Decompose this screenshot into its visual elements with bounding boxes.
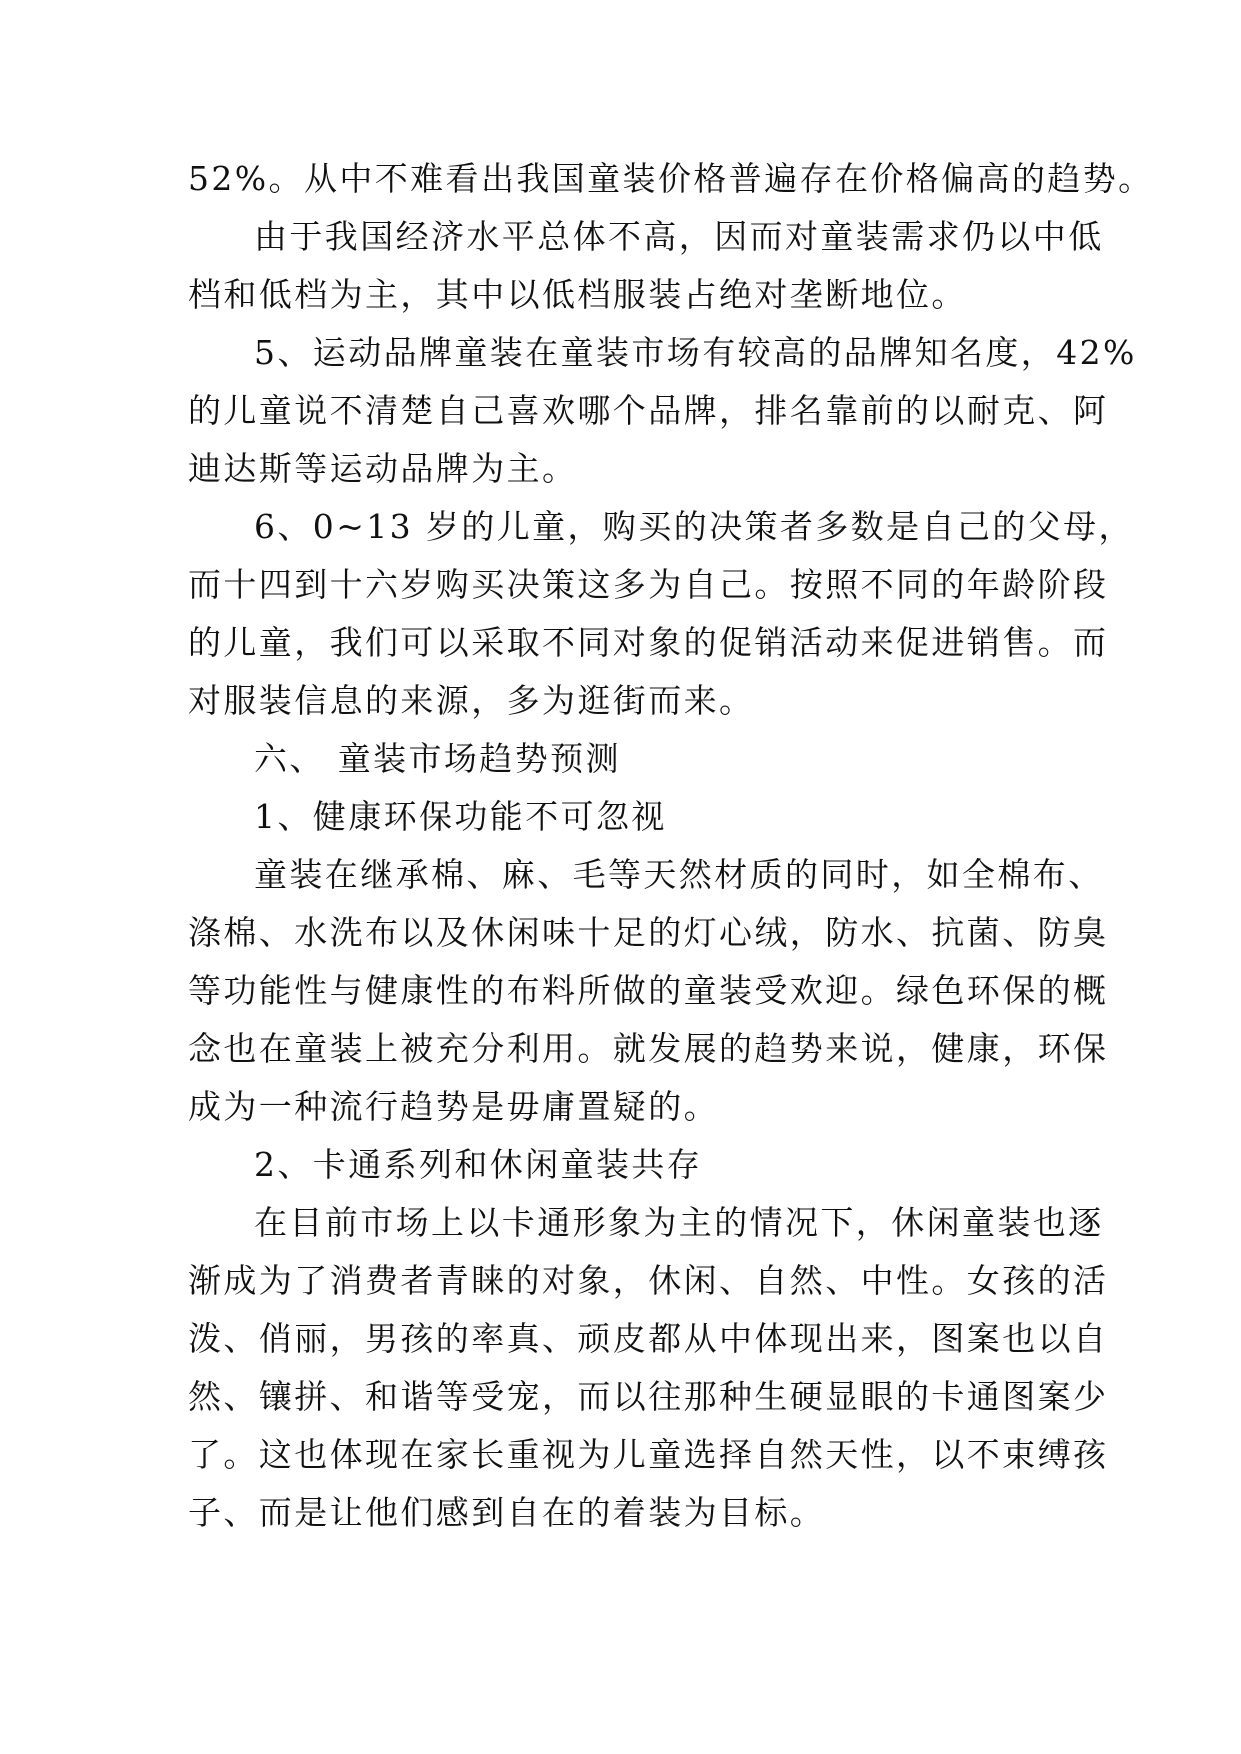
text-line: 5、运动品牌童装在童装市场有较高的品牌知名度，42% [254,333,1137,372]
subsection-heading: 1、健康环保功能不可忽视 [254,797,667,836]
text-line: 子、而是让他们感到自在的着装为目标。 [188,1493,826,1532]
text-line: 由于我国经济水平总体不高，因而对童装需求仍以中低 [254,217,1104,256]
text-line: 迪达斯等运动品牌为主。 [188,449,578,488]
section-heading: 六、 童装市场趋势预测 [254,739,621,778]
text-line: 档和低档为主，其中以低档服装占绝对垄断地位。 [188,275,967,314]
text-line: 渐成为了消费者青睐的对象，休闲、自然、中性。女孩的活 [188,1261,1109,1300]
text-line: 对服装信息的来源，多为逛街而来。 [188,681,755,720]
text-line: 而十四到十六岁购买决策这多为自己。按照不同的年龄阶段 [188,565,1109,604]
text-line: 童装在继承棉、麻、毛等天然材质的同时，如全棉布、 [254,855,1104,894]
text-line: 在目前市场上以卡通形象为主的情况下，休闲童装也逐 [254,1203,1104,1242]
text-line: 然、镶拼、和谐等受宠，而以往那种生硬显眼的卡通图案少 [188,1377,1109,1416]
text-line: 涤棉、水洗布以及休闲味十足的灯心绒，防水、抗菌、防臭 [188,913,1109,952]
text-line: 6、0~13 岁的儿童，购买的决策者多数是自己的父母， [254,507,1134,546]
text-line: 的儿童，我们可以采取不同对象的促销活动来促进销售。而 [188,623,1109,662]
text-line: 的儿童说不清楚自己喜欢哪个品牌，排名靠前的以耐克、阿 [188,391,1109,430]
text-line: 泼、俏丽，男孩的率真、顽皮都从中体现出来，图案也以自 [188,1319,1109,1358]
text-line: 52%。从中不难看出我国童装价格普遍存在价格偏高的趋势。 [188,159,1154,198]
text-line: 成为一种流行趋势是毋庸置疑的。 [188,1087,719,1126]
subsection-heading: 2、卡通系列和休闲童装共存 [254,1145,703,1184]
text-line: 了。这也体现在家长重视为儿童选择自然天性，以不束缚孩 [188,1435,1109,1474]
text-line: 等功能性与健康性的布料所做的童装受欢迎。绿色环保的概 [188,971,1109,1010]
text-line: 念也在童装上被充分利用。就发展的趋势来说，健康，环保 [188,1029,1109,1068]
